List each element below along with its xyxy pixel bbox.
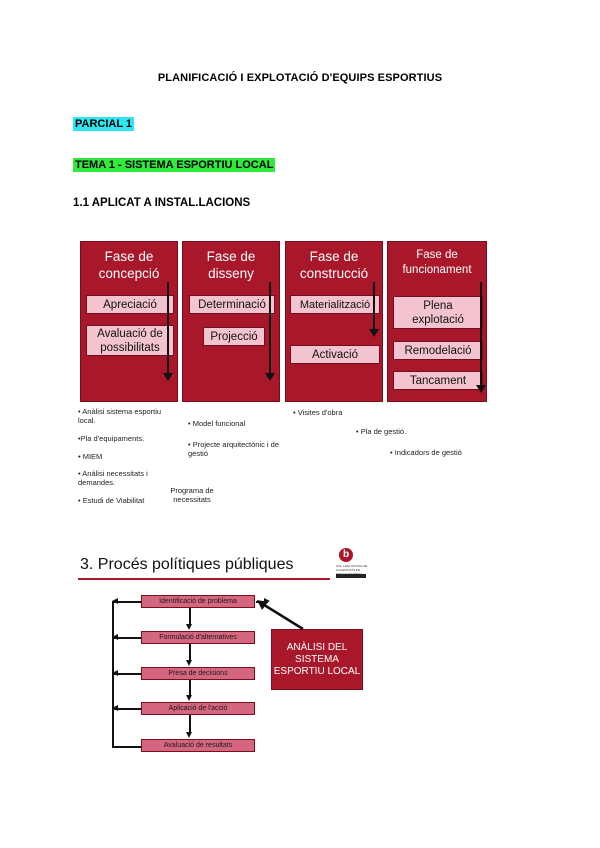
down-arrow-icon — [373, 282, 375, 330]
parcial-label: PARCIAL 1 — [75, 118, 133, 130]
phase-funcionament — [387, 241, 487, 402]
phase-heading-line: Fase de — [416, 249, 458, 261]
section-1-1-heading: 1.1 APLICAT A INSTAL.LACIONS — [73, 197, 251, 209]
phase-box: Activació — [290, 345, 380, 364]
phase-heading-line: Fase de — [206, 249, 256, 264]
note: • Projecte arquitectònic i de gestió — [188, 440, 280, 458]
phase-box: Projecció — [203, 327, 265, 346]
process-title: 3. Procés polítiques públiques — [80, 556, 294, 573]
process-step: Avaluació de resultats — [141, 739, 255, 752]
tema-heading — [73, 155, 275, 173]
phase-concepcio — [80, 241, 178, 402]
down-arrow-icon — [189, 680, 191, 696]
callout-pointer-icon — [255, 598, 315, 634]
phase-heading-line: Fase de — [104, 249, 154, 264]
down-arrow-icon — [189, 608, 191, 625]
left-arrow-icon — [114, 637, 141, 639]
note: • Indicadors de gestió — [390, 448, 462, 457]
down-arrow-icon — [480, 282, 482, 386]
phase-heading — [183, 248, 279, 282]
phase-heading — [81, 248, 177, 282]
phase-disseny — [182, 241, 280, 402]
phase-box: Tancament — [393, 371, 483, 390]
process-step: Identificació de problema — [141, 595, 255, 608]
document-title: PLANIFICACIÓ I EXPLOTACIÓ D'EQUIPS ESPORTIUS — [157, 72, 443, 84]
left-arrow-icon — [114, 708, 141, 710]
note: • Visites d'obra — [293, 408, 343, 417]
phase-heading-line: concepció — [98, 266, 160, 281]
phase-heading-line: disseny — [208, 266, 254, 281]
note: • Estudi de Viabilitat — [78, 496, 145, 505]
down-arrow-icon — [269, 282, 271, 374]
parcial-heading — [73, 114, 134, 132]
phase-box: Materialització — [290, 295, 380, 314]
down-arrow-icon — [167, 282, 169, 374]
process-step: Presa de decisions — [141, 667, 255, 680]
phase-construccio — [285, 241, 383, 402]
logo-text: COL·LEGI OFICIAL DE LLICENCIATS EN — [336, 564, 368, 572]
phase-box: Determinació — [189, 295, 275, 314]
note: • Model funcional — [188, 419, 246, 428]
process-step: Formulació d'alternatives — [141, 631, 255, 644]
logo-bar — [336, 574, 366, 578]
down-arrow-icon — [189, 644, 191, 661]
tema-label: TEMA 1 - SISTEMA ESPORTIU LOCAL — [75, 159, 274, 171]
logo-icon: b — [339, 548, 353, 562]
phase-heading-line: funcionament — [402, 264, 472, 276]
feedback-line — [112, 746, 141, 748]
phase-heading-line: Fase de — [309, 249, 359, 264]
phase-box: Avaluació de possibilitats — [86, 325, 174, 356]
phase-heading-line: construcció — [299, 266, 369, 281]
left-arrow-icon — [114, 673, 141, 675]
phase-box: Remodelació — [393, 341, 483, 360]
note: • Anàlisi sistema esportiu local. — [78, 407, 162, 425]
callout-box: ANÀLISI DEL SISTEMA ESPORTIU LOCAL — [271, 629, 363, 690]
note: Programa de necessitats — [170, 486, 214, 504]
down-arrow-icon — [189, 715, 191, 733]
phase-box: Apreciació — [86, 295, 174, 314]
phase-heading — [388, 248, 486, 278]
note: • MIEM — [78, 452, 103, 461]
left-arrow-icon — [114, 601, 141, 603]
note: •Pla d'equipaments. — [78, 434, 145, 443]
phase-box: Plena explotació — [393, 296, 483, 329]
phase-heading — [286, 248, 382, 282]
title-underline — [78, 578, 330, 580]
note: • Anàlisi necessitats i demandes. — [78, 469, 148, 487]
process-step: Aplicació de l'acció — [141, 702, 255, 715]
note: • Pla de gestió. — [356, 427, 407, 436]
